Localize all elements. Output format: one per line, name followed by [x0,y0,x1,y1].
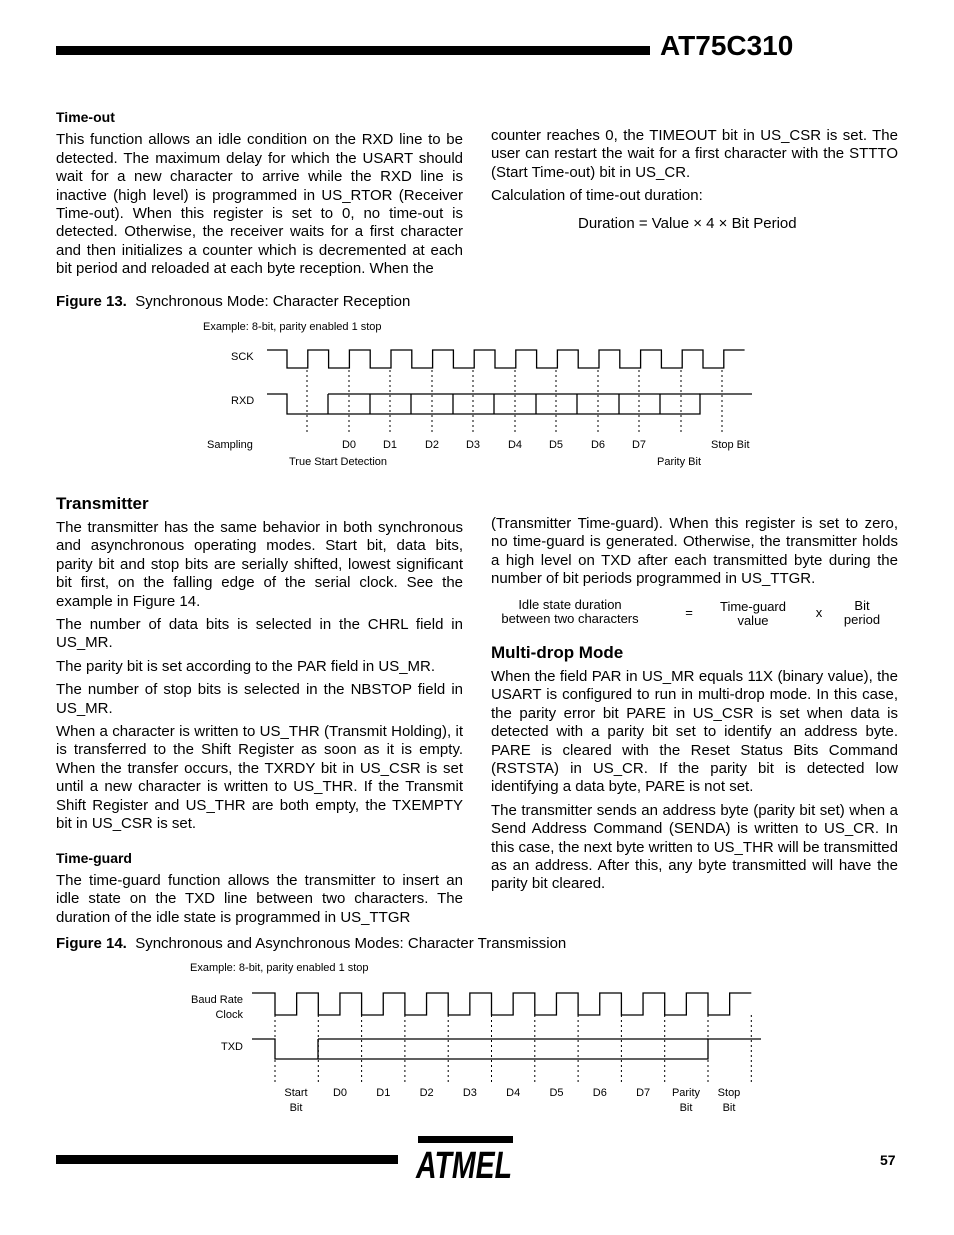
figure13-diagram [0,310,954,480]
true-start-label: True Start Detection [289,456,388,468]
multidrop-p2: The transmitter sends an address byte (parity bit set) when a Send Address Command (SENDA) is written to US_CR. In this case, the next byte written to US_THR will be transmitted as an address. After this, any byte transmitted will have the parity bit cleared. [491,801,898,893]
transmitter-heading: Transmitter [56,494,149,513]
multidrop-column [491,643,898,899]
transmitter-column [56,494,463,932]
bit-label-d6: D6 [590,439,606,451]
txd-bit-labels [333,1087,650,1099]
timeguard-right-column [491,515,898,594]
sck-label: SCK [231,351,254,363]
figure14-label: Figure 14. [56,935,127,952]
stop-bit-label: Stop Bit [711,439,750,451]
bit-label-d0: D0 [341,439,357,451]
timeout-left-text: This function allows an idle condition on the RXD line to be detected. The maximum delay for which the USART should wait for a new character to arrive while the RXD line is inactive (high level) is programmed in US_RTOR (Receiver Time-out). When this register is set to 0, no time-out is detected. Otherwise, the receiver waits for a first character and then initializes a counter which is decremented at each bit period and reloaded at each byte reception. When the [56,131,463,278]
stop-bit-label-2: Bit [722,1102,736,1114]
txd-bit-label-d4: D4 [506,1087,521,1099]
bit-label-d4: D4 [507,439,523,451]
formula-equals: = [685,605,693,620]
txd-bit-label-d0: D0 [332,1087,348,1099]
timeout-heading: Time-out [56,109,115,125]
txd-bit-label-d3: D3 [462,1087,477,1099]
page-title: AT75C310 [660,30,794,61]
figure13-example: Example: 8-bit, parity enabled 1 stop [203,321,382,333]
figure14-title: Synchronous and Asynchronous Modes: Character Transmission [135,935,567,952]
formula-bit-period: Bit period [843,598,881,627]
bit-label-d5: D5 [548,439,564,451]
clock-trace [252,993,751,1015]
parity-bit-label-2: Bit [679,1102,693,1114]
bit-label-d1: D1 [382,439,398,451]
figure13-title: Synchronous Mode: Character Reception [135,293,411,310]
start-bit-label-1: Start [284,1087,308,1099]
transmitter-p5: When a character is written to US_THR (Transmit Holding), it is transferred to the Shift Register as soon as it is empty. When the transfer occurs, the TXRDY bit in US_CSR is set until a new character is written to US_THR. If the Transmit Shift Register and US_THR are both empty, the TXEMPTY bit in US_CSR is set. [56,723,463,833]
sck-waveform [267,350,745,368]
header-rule [56,46,650,55]
baud-clock-label-1: Baud Rate [191,994,243,1006]
txd-label: TXD [221,1041,243,1053]
txd-waveform [252,1039,761,1059]
page-number: 57 [880,1152,896,1168]
rxd-waveform [267,394,752,414]
timeout-right-text: counter reaches 0, the TIMEOUT bit in US_CSR is set. The user can restart the wait for a first character with the STTTO (Start Time-out) bit in US_CR. [491,127,898,181]
txd-bit-label-d7: D7 [636,1087,651,1099]
figure13-caption [56,293,410,310]
parity-bit-label: Parity Bit [657,456,702,468]
formula-times: x [815,605,823,620]
rxd-label: RXD [231,395,255,407]
sck-trace [267,350,745,368]
txd-bit-label-d2: D2 [419,1087,434,1099]
bit-label-d3: D3 [465,439,481,451]
parity-bit-label-1: Parity [671,1087,701,1099]
sampling-label: Sampling [207,439,253,451]
transmitter-p3: The parity bit is set according to the PAR field in US_MR. [56,657,436,675]
timeout-right-column [491,127,898,211]
formula-idle-duration: Idle state duration between two characters [501,597,639,626]
start-bit-label-2: Bit [289,1102,303,1114]
sampled-bit-labels [342,439,646,451]
footer-rule [56,1155,398,1164]
txd-bit-label-d5: D5 [549,1087,564,1099]
formula-timeguard-value: Time-guard value [720,599,786,628]
txd-trace [252,1039,761,1059]
bit-boundary-markers [275,1015,751,1083]
timeguard-right-text: (Transmitter Time-guard). When this register is set to zero, no time-guard is generated. Otherwise, the transmitter holds a high level on TXD after each transmitted byte during the number of bit periods programmed in US_TTGR. [491,515,898,588]
bit-label-d7: D7 [631,439,647,451]
transmitter-p1: The transmitter has the same behavior in both synchronous and asynchronous operating modes. Start bit, data bits, parity bit and stop bits are serially shifted, lowest significant bit first, on the falling edge of the serial clock. See the example in Figure 14. [56,519,463,610]
atmel-logo-text: ATMEL [415,1145,512,1187]
bit-label-d2: D2 [424,439,440,451]
multidrop-heading: Multi-drop Mode [491,643,624,662]
stop-bit-label-1: Stop [717,1087,741,1099]
multidrop-p1: When the field PAR in US_MR equals 11X (binary value), the USART is configured to run in multi-drop mode. In this case, the parity error bit PARE in US_CSR is set when data is detected with a parity bit set to identify an address byte. PARE is cleared with the Reset Status Bits Command (RSTSTA) in US_CR. If the parity bit is detected low identifying a data byte, PARE is not set. [491,668,898,796]
figure13-label: Figure 13. [56,293,127,310]
baud-clock-waveform [252,993,751,1015]
atmel-logo [412,1136,516,1186]
txd-bit-label-d1: D1 [376,1087,391,1099]
timeguard-left-text: The time-guard function allows the transmitter to insert an idle state on the TXD line between two characters. The duration of the idle state is programmed in US_TTGR [56,871,463,926]
figure14-example: Example: 8-bit, parity enabled 1 stop [190,962,369,974]
transmitter-p2: The number of data bits is selected in the CHRL field in US_MR. [56,616,463,652]
baud-clock-label-2: Clock [215,1009,243,1021]
timeout-left-column [56,108,463,284]
figure14-diagram [0,955,954,1125]
timeguard-heading: Time-guard [56,849,132,866]
txd-bit-label-d6: D6 [592,1087,607,1099]
figure14-caption [56,935,566,952]
transmitter-p4: The number of stop bits is selected in the NBSTOP field in US_MR. [56,681,463,717]
timeout-calc-text: Calculation of time-out duration: [491,187,703,205]
rxd-trace [267,394,752,414]
timeout-formula: Duration = Value × 4 × Bit Period [578,215,797,232]
